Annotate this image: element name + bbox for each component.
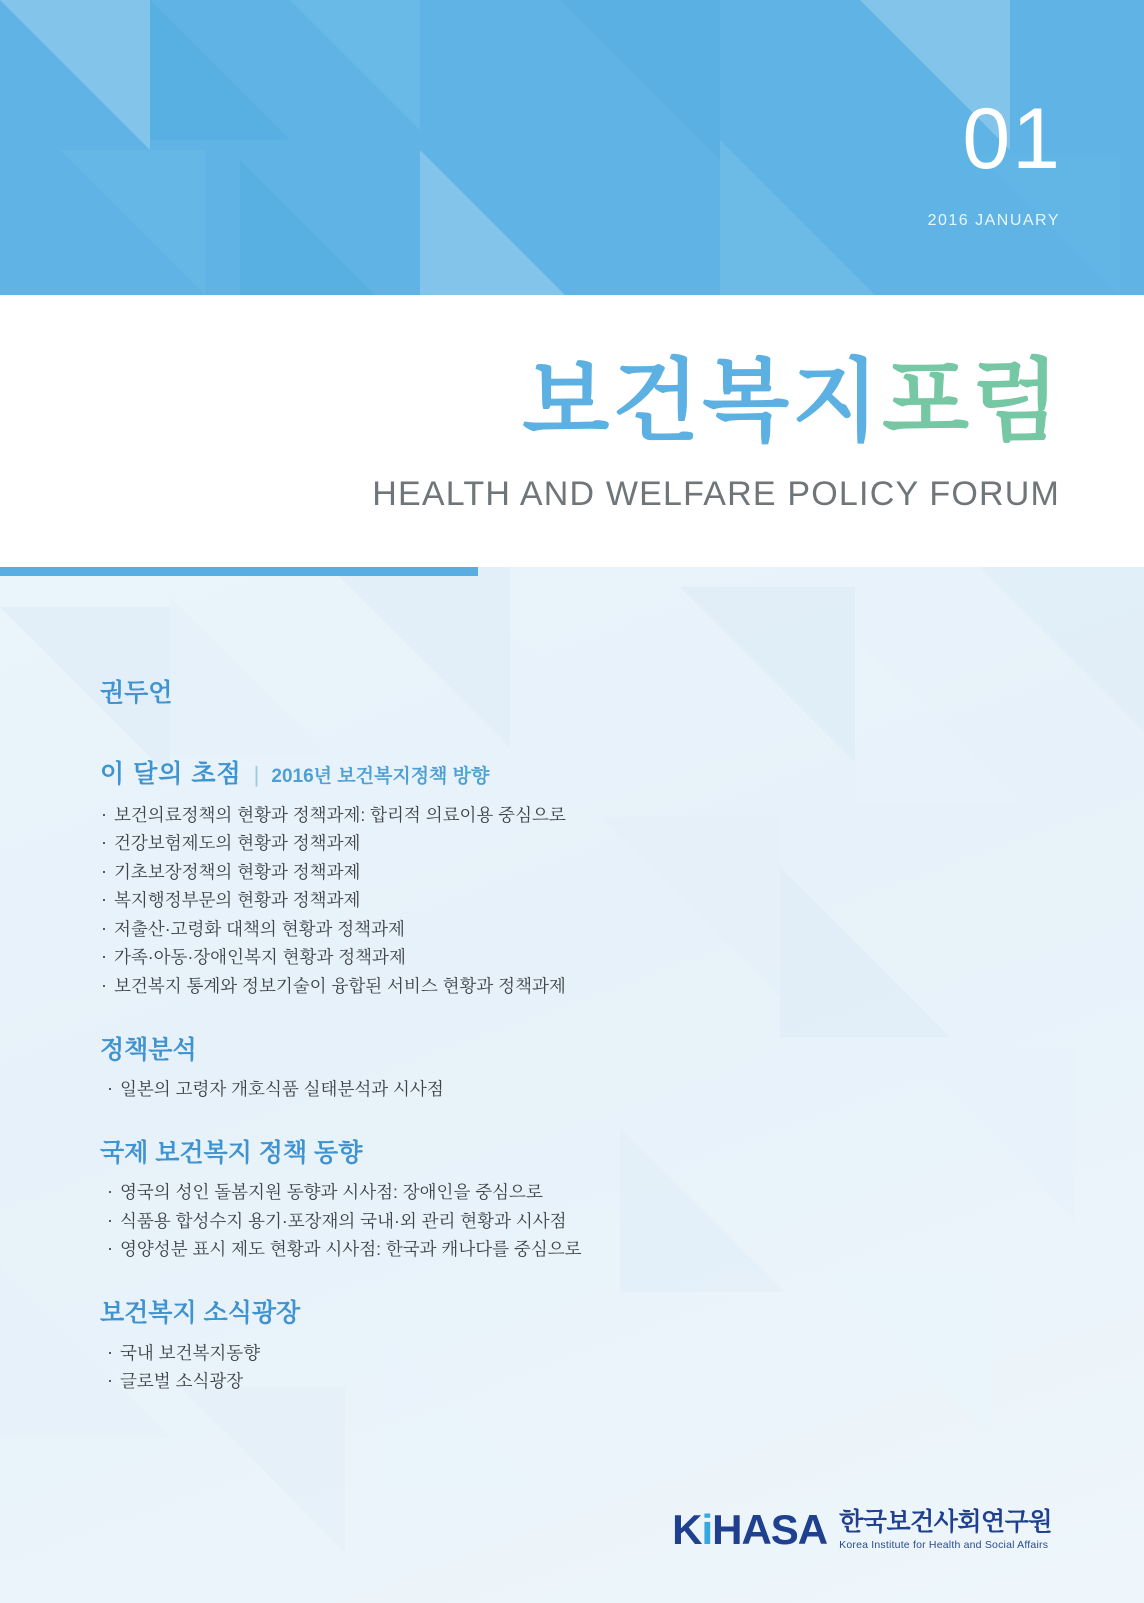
- list-item[interactable]: · 기초보장정책의 현황과 정책과제: [100, 859, 840, 886]
- focus-heading-subtitle: 2016년 보건복지정책 방향: [271, 765, 490, 787]
- title-kr-blue: 보건복지: [522, 352, 883, 452]
- list-item[interactable]: · 국내 보건복지동향: [100, 1340, 840, 1367]
- publisher-name-block: [839, 1509, 1052, 1550]
- toc-section-heading-1: [100, 754, 840, 790]
- title-kr-green: 포럼: [882, 352, 1062, 452]
- toc-section-heading-4: 보건복지 소식광장: [100, 1299, 301, 1328]
- list-item[interactable]: · 보건의료정책의 현황과 정책과제: 합리적 의료이용 중심으로: [100, 802, 840, 829]
- issue-date: 2016 JANUARY: [927, 212, 1060, 229]
- logo-mark-dot: i: [701, 1506, 713, 1553]
- toc-section-heading-2: 정책분석: [100, 1035, 197, 1064]
- table-of-contents: [100, 677, 840, 1397]
- list-item[interactable]: · 건강보험제도의 현황과 정책과제: [100, 830, 840, 857]
- publisher-name-english: Korea Institute for Health and Social Affairs: [839, 1538, 1049, 1551]
- list-item[interactable]: · 가족·아동·장애인복지 현황과 정책과제: [100, 944, 840, 971]
- list-item[interactable]: · 복지행정부문의 현황과 정책과제: [100, 887, 840, 914]
- top-banner: [0, 0, 1144, 295]
- list-item[interactable]: · 식품용 합성수지 용기·포장재의 국내·외 관리 현황과 시사점: [100, 1208, 840, 1235]
- kihasa-logomark: [672, 1506, 828, 1553]
- list-item[interactable]: · 보건복지 통계와 정보기술이 융합된 서비스 현황과 정책과제: [100, 973, 840, 1000]
- accent-bar: [0, 567, 478, 576]
- issue-number: 01: [962, 91, 1062, 187]
- contents-panel: [0, 567, 1144, 1603]
- list-item[interactable]: · 일본의 고령자 개호식품 실태분석과 시사점: [100, 1076, 840, 1103]
- toc-section-heading-3: 국제 보건복지 정책 동향: [100, 1138, 363, 1167]
- publisher-logo: [672, 1506, 1052, 1553]
- list-item[interactable]: · 영국의 성인 돌봄지원 동향과 시사점: 장애인을 중심으로: [100, 1179, 840, 1206]
- magazine-title-korean: [522, 352, 1062, 452]
- magazine-title-english: HEALTH AND WELFARE POLICY FORUM: [372, 475, 1060, 513]
- logo-mark-part1: K: [672, 1506, 702, 1553]
- list-item[interactable]: · 영양성분 표시 제도 현황과 시사점: 한국과 캐나다를 중심으로: [100, 1236, 840, 1263]
- publisher-name-korean: 한국보건사회연구원: [839, 1508, 1052, 1537]
- logo-mark-part2: HASA: [712, 1506, 828, 1553]
- toc-section-heading-0: 권두언: [100, 679, 173, 707]
- focus-heading-divider: |: [253, 761, 260, 787]
- list-item[interactable]: · 저출산·고령화 대책의 현황과 정책과제: [100, 916, 840, 943]
- focus-heading-main: 이 달의 초점: [100, 759, 242, 788]
- list-item[interactable]: · 글로벌 소식광장: [100, 1368, 840, 1395]
- title-zone: [0, 295, 1144, 567]
